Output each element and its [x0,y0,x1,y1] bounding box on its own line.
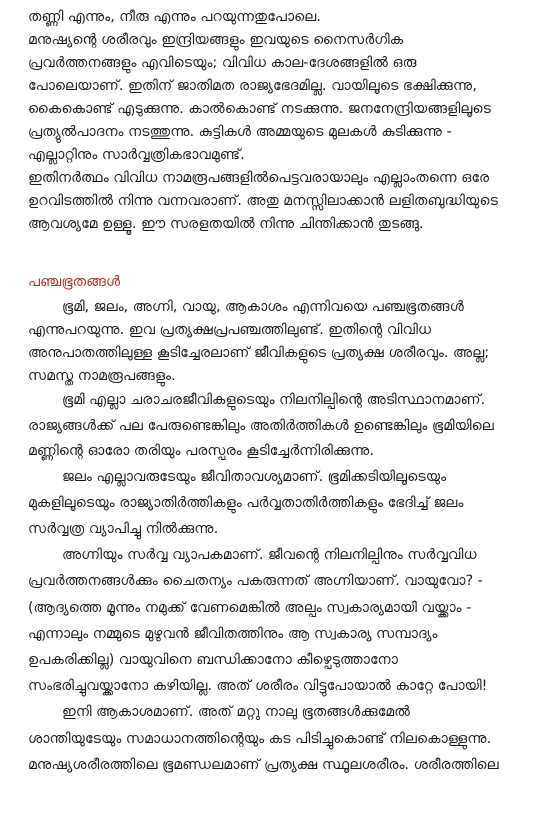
text-line: മനുഷ്യശരീരത്തിലെ ഭൂമണ്ഡലമാണ് പ്രത്യക്ഷ സ്ഥൂലശരീരം. ശരീരത്തിലെ [28,756,499,773]
section-heading: പഞ്ചഭൂതങ്ങൾ [28,274,121,290]
text-line: ഇനി ആകാശമാണ്. അത് മറ്റു നാലു ഭൂതങ്ങൾക്കുമേൽ [62,704,411,721]
text-line: അനുപാതത്തിലുള്ള കൂടിച്ചേരലാണ് ജീവികളുടെ പ്രത്യക്ഷ ശരീരവും. അല്ല; [28,345,490,361]
text-line: ആവശ്യമേ ഉള്ളൂ. ഈ സരളതയിൽ നിന്നു ചിന്തിക്കാൻ തുടങ്ങു. [28,216,424,232]
text-line: മനുഷ്യന്റെ ശരീരവും ഇന്ദ്രിയങ്ങളും ഇവയുടെ നൈസർഗിക [28,32,404,48]
text-line: തണ്ണി എന്നും, നീരു എന്നും പറയുന്നതുപോലെ. [28,9,321,25]
text-line: അഗ്നിയും സർവ്വ വ്യാപകമാണ്. ജീവന്റെ നിലനില്പിനും സർവ്വവിധ [62,547,477,564]
paragraph-agni-vayu-akasham [28,542,545,778]
intro-paragraph [28,6,545,236]
text-line: ഭൂമി, ജലം, അഗ്നി, വായു, ആകാശം എന്നിവയെ പഞ്ചഭൂതങ്ങൾ [62,299,464,315]
text-line: സംഭരിച്ചുവയ്ക്കാനോ കഴിയില്ല. അത് ശരീരം വിട്ടുപോയാൽ കാറ്റേ പോയി! [28,678,488,695]
section-gap [28,236,545,271]
text-line: സമസ്ത നാമരൂപങ്ങളും. [28,368,176,384]
text-line: (ആദ്യത്തെ മൂന്നും നമുക്ക് വേണമെങ്കിൽ അല്പം സ്വകാര്യമായി വയ്ക്കാം - [28,599,472,616]
text-line: ജലം എല്ലാവരുടേയും ജീവിതാവശ്യമാണ്. ഭൂമിക്കടിയിലൂടെയും [62,469,447,486]
paragraph-bhoomi-jalam [28,388,545,542]
text-line: പ്രവർത്തനങ്ങളും എവിടെയും; വിവിധ കാല-ദേശങ്ങളിൽ ഒരു [28,55,417,71]
text-line: പ്രവർത്തനങ്ങൾക്കും ചൈതന്യം പകരുന്നത് അഗ്നിയാണ്. വായുവോ? - [28,573,483,590]
text-line: ഇതിനർത്ഥം വിവിധ നാമരൂപങ്ങളിൽപെട്ടവരായാലും എല്ലാംതന്നെ ഒരേ [28,170,490,186]
text-line: എല്ലാറ്റിനും സാർവ്വത്രികഭാവമുണ്ട്. [28,147,245,163]
text-line: പ്രത്യുൽപാദനം നടത്തുന്നു. കുട്ടികൾ അമ്മയുടെ മുലകൾ കുടിക്കുന്നു - [28,124,452,140]
text-line: ഉറവിടത്തിൽ നിന്നു വന്നവരാണ്. അതു മനസ്സിലാക്കാൻ ലളിതബുദ്ധിയുടെ [28,193,498,209]
text-line: മണ്ണിന്റെ ഓരോ തരിയും പരസ്പരം കൂടിച്ചേർന്നിരിക്കുന്നു. [28,443,374,460]
text-line: എന്നുപറയുന്നു. ഇവ പ്രത്യക്ഷപ്രപഞ്ചത്തിലുണ്ട്. ഇതിന്റെ വിവിധ [28,322,432,338]
text-line: കൈകൊണ്ട് എടുക്കുന്നു. കാൽകൊണ്ട് നടക്കുന്നു. ജനനേന്ദ്രിയങ്ങളിലൂടെ [28,101,492,117]
paragraph-bhoothangal [28,296,545,388]
text-line: ഭൂമി എല്ലാ ചരാചരജീവികളുടെയും നിലനില്പിന്റെ അടിസ്ഥാനമാണ്. [62,392,486,408]
text-line: ശാന്തിയുടേയും സമാധാനത്തിന്റെയും കട പിടിച്ചുകൊണ്ട് നിലകൊള്ളുന്നു. [28,730,492,747]
text-line: ഉപകരിക്കില്ല) വായുവിനെ ബന്ധിക്കാനോ കീഴ്പെടുത്താനോ [28,652,398,669]
text-line: എന്നാലും നമ്മുടെ മുഴുവൻ ജീവിതത്തിനും ആ സ്വകാര്യ സമ്പാദ്യം [28,625,438,642]
text-line: സർവ്വത്ര വ്യാപിച്ചു നിൽക്കുന്നു. [28,520,219,537]
text-line: പോലെയാണ്. ഇതിന് ജാതിമത രാജ്യഭേദമില്ല. വായിലൂടെ ഭക്ഷിക്കുന്നു, [28,78,477,94]
text-line: രാജ്യങ്ങൾക്ക് പല പേരുണ്ടെങ്കിലും അതിർത്തികൾ ഉണ്ടെങ്കിലും ഭൂമിയിലെ [28,417,494,434]
text-line: മുകളിലൂടെയും രാജ്യാതിർത്തികളും പർവ്വതാതിർത്തികളും ഭേദിച്ച് ജലം [28,494,464,511]
